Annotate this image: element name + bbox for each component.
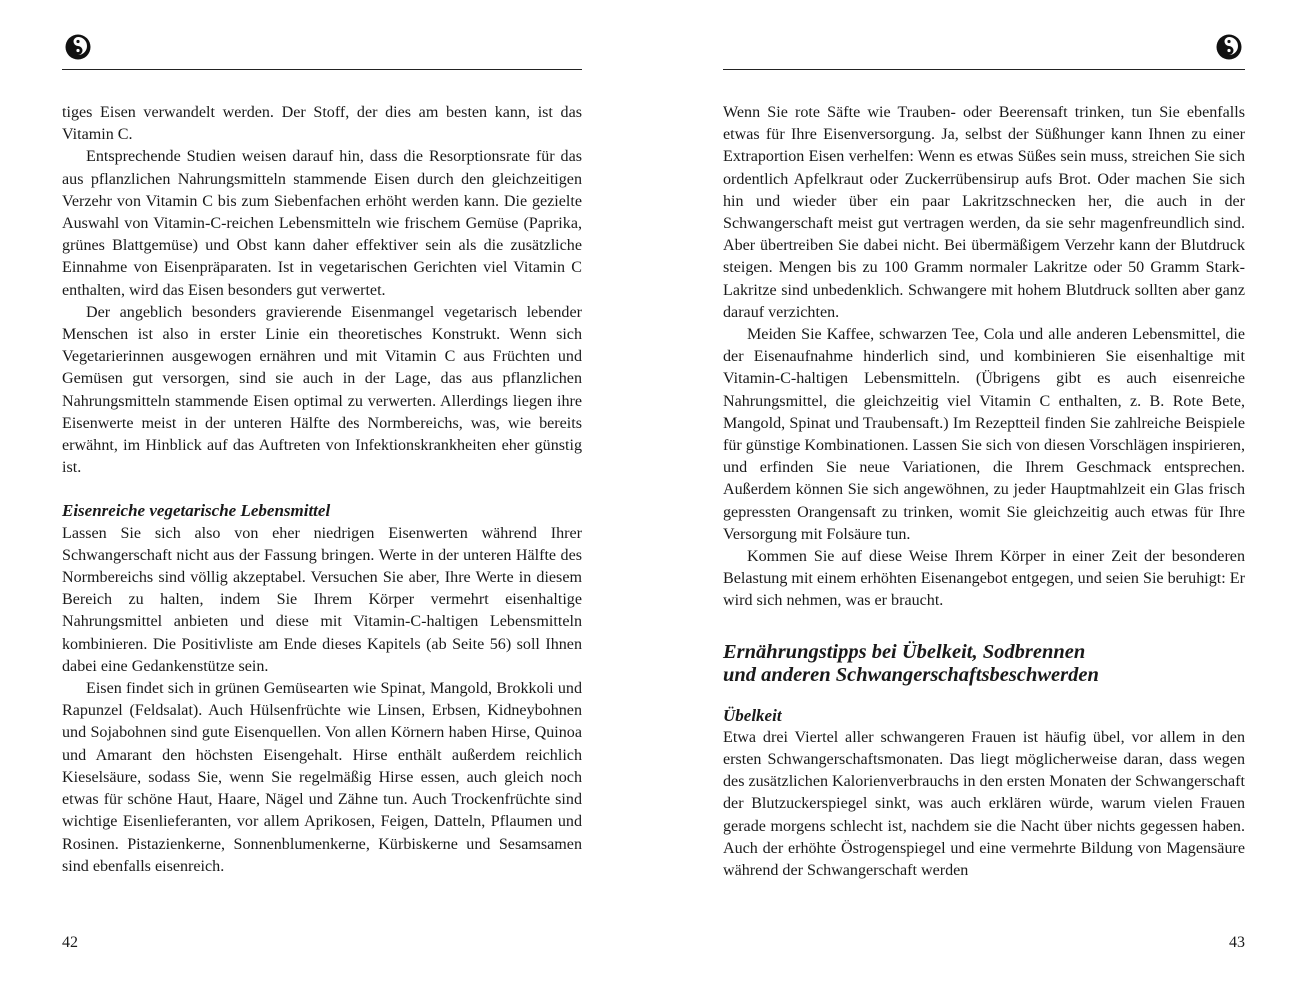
chapter-heading	[723, 641, 1245, 687]
paragraph: Wenn Sie rote Säfte wie Trauben- oder Beerensaft trinken, tun Sie ebenfalls etwas für Ihre Eisenversorgung. Ja, selbst der Süßhunger kann Ihnen zu einer Extraportion Eisen verhelfen: Wenn es etwas Süßes sein muss, streichen Sie sich ordentlich Apfelkraut oder Zuckerrübensirup aufs Brot. Oder machen Sie sich hin und wieder über ein paar Lakritzschnecken her, die auch in der Schwangerschaft meist gut vertragen werden, da sie sehr magenfreundlich sind. Aber übertreiben Sie dabei nicht. Bei übermäßigem Verzehr kann der Blutdruck steigen. Mengen bis zu 100 Gramm normaler Lakritze oder 50 Gramm Stark-Lakritze sind unbedenklich. Schwangere mit hohem Blutdruck sollten aber ganz darauf verzichten.	[723, 104, 1245, 321]
chapter-heading-line: Ernährungstipps bei Übelkeit, Sodbrennen	[723, 640, 1086, 663]
chapter-heading-line: und anderen Schwangerschaftsbeschwerden	[723, 663, 1099, 686]
section-subheading: Eisenreiche vegetarische Lebensmittel	[62, 501, 331, 521]
left-page	[62, 0, 582, 1000]
paragraph: Eisen findet sich in grünen Gemüsearten wie Spinat, Mangold, Brokkoli und Rapunzel (Feldsalat). Auch Hülsenfrüchte wie Linsen, Erbsen, Kidneybohnen und Sojabohnen sind gute Eisenquellen. Von allen Körnern haben Hirse, Quinoa und Amarant den höchsten Eisengehalt. Hirse enthält außerdem reichlich Kieselsäure, sodass Sie, wenn Sie regelmäßig Hirse essen, auch gleich noch etwas für schöne Haut, Haare, Nägel und Zähne tun. Auch Trockenfrüchte sind wichtige Eisenlieferanten, vor allem Aprikosen, Feigen, Datteln, Pflaumen und Rosinen. Pistazienkerne, Sonnenblumenkerne, Kürbiskerne und Sesamsamen sind ebenfalls eisenreich.	[62, 680, 582, 875]
right-page	[723, 0, 1245, 1000]
paragraph: Der angeblich besonders gravierende Eisenmangel vegetarisch lebender Menschen ist also in erster Linie ein theoretisches Konstrukt. Wenn sich Vegetarierinnen ausgewogen ernähren und mit Vitamin C aus Früchten und Gemüsen gut versorgen, sind sie auch in der Lage, das aus pflanzlichen Nahrungsmitteln stammende Eisen optimal zu verwerten. Allerdings liegen ihre Eisenwerte meist in der unteren Hälfte des Normbereichs, was, wie bereits erwähnt, im Hinblick auf das Auftreten von Infektionskrankheiten eher günstig ist.	[62, 303, 582, 477]
left-page-body	[62, 102, 582, 878]
header-rule	[723, 69, 1245, 70]
right-page-body	[723, 102, 1245, 882]
paragraph: Entsprechende Studien weisen darauf hin, dass die Resorptionsrate für das aus pflanzlichen Nahrungsmitteln stammende Eisen durch den gleichzeitigen Verzehr von Vitamin C bis zum Siebenfachen erhöht werden kann. Die gezielte Auswahl von Vitamin-C-reichen Lebensmitteln wie frischem Gemüse (Paprika, grünes Blattgemüse) und Obst kann daher effektiver sein als die zusätzliche Einnahme von Eisenpräparaten. Ist in vegetarischen Gerichten viel Vitamin C enthalten, wird das Eisen besonders gut verwertet.	[62, 148, 582, 299]
paragraph: tiges Eisen verwandelt werden. Der Stoff, der dies am besten kann, ist das Vitamin C.	[62, 104, 582, 144]
header-rule	[62, 69, 582, 70]
paragraph: Lassen Sie sich also von eher niedrigen Eisenwerten während Ihrer Schwangerschaft nicht aus der Fassung bringen. Werte in der unteren Hälfte des Normbereichs sind völlig akzeptabel. Versuchen Sie aber, Ihre Werte in diesem Bereich zu halten, indem Sie Ihrem Körper vermehrt eisenhaltige Nahrungsmittel anbieten und diese mit Vitamin-C-haltigen Lebensmitteln kombinieren. Die Positivliste am Ende dieses Kapitels (ab Seite 56) soll Ihnen dabei eine Gedankenstütze sein.	[62, 524, 582, 675]
paragraph: Etwa drei Viertel aller schwangeren Frauen ist häufig übel, vor allem in den ersten Schwangerschaftsmonaten. Das liegt möglicherweise daran, dass wegen des zusätzlichen Kalorienverbrauchs in den ersten Monaten der Schwangerschaft der Blutzuckerspiegel sinkt, was auch erklären würde, warum vielen Frauen gerade morgens schlecht ist, nachdem sie die Nacht über nichts gegessen haben. Auch der erhöhte Östrogenspiegel und eine vermehrte Bildung von Magensäure während der Schwangerschaft werden	[723, 728, 1245, 880]
paragraph: Meiden Sie Kaffee, schwarzen Tee, Cola und alle anderen Lebensmittel, die der Eisenaufnahme hinderlich sind, und kombinieren Sie eisenhaltige mit Vitamin-C-haltigen Lebensmitteln. (Übrigens gibt es auch eisenreiche Nahrungsmittel, die gleichzeitig viel Vitamin C enthalten, z. B. Rote Bete, Mangold, Spinat und Traubensaft.) Im Rezeptteil finden Sie zahlreiche Beispiele für günstige Kombinationen. Lassen Sie sich von diesen Vorschlägen inspirieren, und erfinden Sie neue Variationen, die Ihrem Geschmack entsprechen. Außerdem können Sie sich angewöhnen, zu jeder Hauptmahlzeit ein Glas frisch gepressten Orangensaft zu trinken, womit Sie gleichzeitig auch etwas für Ihre Versorgung mit Folsäure tun.	[723, 326, 1245, 543]
yin-yang-icon	[64, 33, 92, 61]
paragraph: Kommen Sie auf diese Weise Ihrem Körper in einer Zeit der besonderen Belastung mit einem erhöhten Eisenangebot entgegen, und seien Sie beruhigt: Er wird sich nehmen, was er braucht.	[723, 548, 1245, 610]
yin-yang-icon	[1215, 33, 1243, 61]
page-number: 43	[1229, 934, 1245, 951]
section-subheading: Übelkeit	[723, 705, 782, 725]
page-number: 42	[62, 934, 78, 951]
